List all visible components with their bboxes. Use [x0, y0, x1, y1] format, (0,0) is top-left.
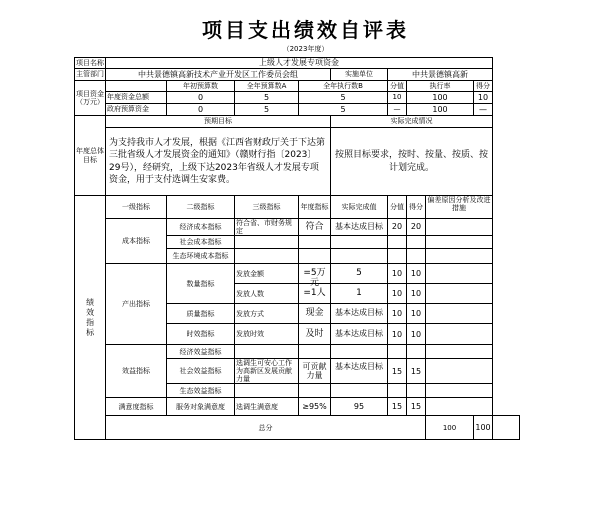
actual-cell: 基本达成目标: [335, 328, 383, 338]
perf-header: 实际完成值: [331, 196, 388, 219]
dept-label: 主管部门: [75, 69, 106, 81]
funds-cell: 100: [407, 92, 474, 104]
got-cell: 15: [407, 359, 426, 384]
funds-cell: 5: [299, 104, 388, 116]
perf-header: 年度指标: [299, 196, 331, 219]
funds-row-name: 年度资金总额: [106, 92, 167, 104]
perf-header: 偏差原因分析及改进措施: [427, 196, 491, 213]
actual-cell: 基本达成目标: [335, 308, 383, 318]
perf-header: 得分: [407, 196, 426, 219]
evaluation-table: [74, 57, 520, 440]
total-label: 总分: [106, 416, 426, 440]
got-cell: 10: [407, 284, 426, 304]
level3-cell: 发放人数: [235, 284, 299, 304]
perf-header: 一级指标: [106, 196, 167, 219]
level2-cell: 生态效益指标: [167, 384, 235, 398]
funds-header: 年初预算数: [167, 81, 235, 92]
funds-cell: 100: [407, 104, 474, 116]
score-cell: 20: [388, 219, 407, 236]
expected-header: 预期目标: [106, 116, 331, 128]
target-cell: 现金: [299, 304, 331, 324]
got-cell: 20: [407, 219, 426, 236]
level2-cell: 服务对象满意度: [167, 398, 235, 416]
project-name-value: 上级人才发展专项资金: [106, 58, 493, 69]
score-cell: 15: [388, 359, 407, 384]
impl-label: 实施单位: [331, 69, 388, 81]
funds-header: 执行率: [407, 81, 474, 92]
got-cell: 10: [407, 324, 426, 345]
level2-cell: 生态环境成本指标: [167, 249, 235, 264]
perf-header: 分值: [388, 196, 407, 219]
year-label: （2023年度）: [282, 45, 329, 53]
funds-header: 全年执行数B: [299, 81, 388, 92]
target-cell: 可贡献力量: [302, 362, 327, 381]
total-score: 100: [426, 416, 474, 440]
level2-cell: 社会效益指标: [167, 359, 235, 384]
target-cell: =5万元: [303, 268, 326, 289]
impl-value: 中共景德镇高新: [388, 69, 493, 81]
score-cell: 10: [388, 284, 407, 304]
funds-header: 分值: [388, 81, 407, 92]
goals-label: 年度总体目标: [75, 116, 106, 196]
got-cell: 10: [407, 304, 426, 324]
actual-cell: 5: [331, 264, 388, 284]
page-title: 项目支出绩效自评表: [202, 18, 409, 42]
level3-cell: 选调生可安心工作为高新区发展贡献力量: [235, 359, 299, 384]
level3-cell: 发放时效: [235, 324, 299, 345]
level2-cell: 经济成本指标: [167, 219, 235, 236]
total-got: 100: [474, 416, 493, 440]
level2-cell: 数量指标: [167, 264, 235, 304]
funds-header: 得分: [474, 81, 493, 92]
funds-header: 全年预算数A: [235, 81, 299, 92]
perf-header: 二级指标: [167, 196, 235, 219]
funds-cell: 0: [167, 92, 235, 104]
level1-output: 产出指标: [106, 264, 167, 345]
score-cell: 15: [388, 398, 407, 416]
funds-cell: 10: [474, 92, 493, 104]
level1-cost: 成本指标: [106, 219, 167, 264]
level3-cell: 选调生满意度: [235, 398, 299, 416]
actual-cell: 1: [331, 284, 388, 304]
level3-cell: 发放方式: [235, 304, 299, 324]
funds-cell: 5: [299, 92, 388, 104]
perf-header: 三级指标: [235, 196, 299, 219]
perf-label: 绩效指标: [75, 196, 106, 440]
target-cell: 及时: [299, 324, 331, 345]
actual-cell: 基本达成目标: [335, 362, 383, 372]
funds-cell: —: [388, 104, 407, 116]
score-cell: 10: [388, 264, 407, 284]
level1-satisfaction: 满意度指标: [106, 398, 167, 416]
expected-goal-text: 为支持我市人才发展，根据《江西省财政厅关于下达第三批省级人才发展资金的通知》（赣财行指〔2023〕29号），经研究，上级下达2023年省级人才发展专项资金，用于支付选调生安家费。: [106, 128, 331, 196]
funds-label: 项目资金（万元）: [75, 81, 106, 116]
target-cell: 符合: [299, 219, 331, 236]
level2-cell: 社会成本指标: [167, 236, 235, 249]
level2-cell: 质量指标: [167, 304, 235, 324]
funds-cell: 0: [167, 104, 235, 116]
level2-cell: 经济效益指标: [167, 345, 235, 359]
funds-cell: 10: [388, 92, 407, 104]
score-cell: 10: [388, 324, 407, 345]
got-cell: 15: [407, 398, 426, 416]
level3-cell: 发放金额: [235, 264, 299, 284]
funds-cell: —: [474, 104, 493, 116]
actual-cell: 基本达成目标: [335, 221, 383, 231]
target-cell: ≥95%: [299, 398, 331, 416]
funds-row-name: 政府预算资金: [106, 104, 167, 116]
got-cell: 10: [407, 264, 426, 284]
actual-goal-text: 按照目标要求，按时、按量、按质、按计划完成。: [331, 128, 493, 196]
level2-cell: 时效指标: [167, 324, 235, 345]
score-cell: 10: [388, 304, 407, 324]
dept-value: 中共景德镇高新技术产业开发区工作委员会组: [106, 69, 331, 81]
level1-benefit: 效益指标: [106, 345, 167, 398]
project-name-label: 项目名称: [76, 58, 104, 67]
actual-header: 实际完成情况: [331, 116, 493, 128]
actual-cell: 95: [331, 398, 388, 416]
funds-cell: 5: [235, 92, 299, 104]
funds-cell: 5: [235, 104, 299, 116]
target-cell: =1人: [299, 284, 331, 304]
level3-cell: 符合省、市财务规定: [235, 219, 299, 236]
